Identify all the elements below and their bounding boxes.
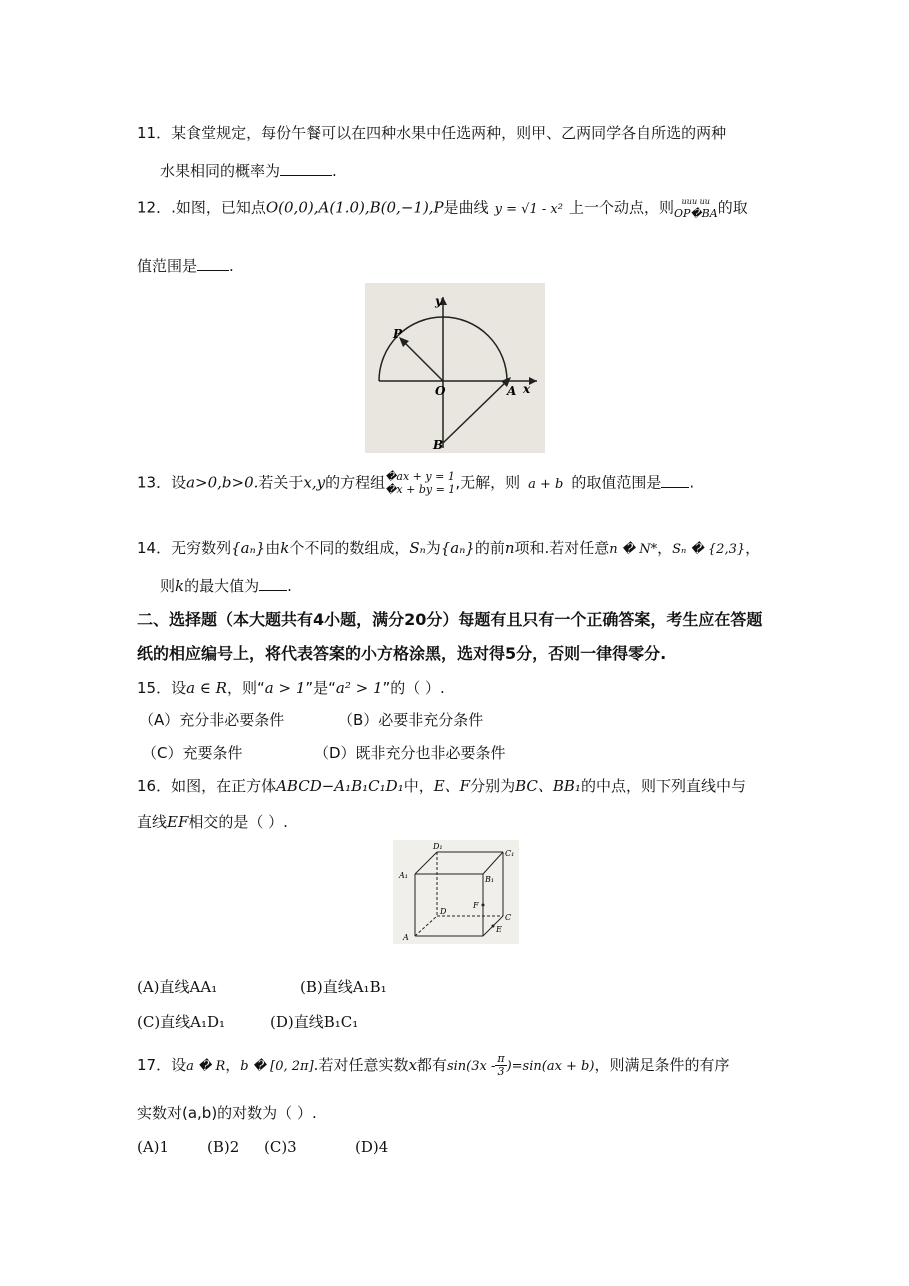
- q13-suffix: 的取值范围是: [571, 473, 662, 492]
- section2-line1: 二、选择题（本大题共有4小题，满分20分）每题有且只有一个正确答案，考生应在答题: [137, 610, 763, 629]
- q14-k: k: [280, 539, 290, 557]
- label-b1: B₁: [485, 875, 495, 884]
- q15-option-d: （D）既非充分也非必要条件: [314, 744, 506, 762]
- q14-comma: ，: [657, 539, 673, 557]
- q14-seq: {aₙ}: [231, 539, 266, 557]
- q12-vector-expr: [674, 196, 718, 220]
- q17-prefix: 17．设: [137, 1056, 187, 1074]
- q14-k2: k: [175, 577, 185, 595]
- q17-x: x: [408, 1056, 417, 1074]
- q13-comma: ,: [455, 473, 461, 492]
- q16-d: 的中点，则下列直线中与: [580, 777, 746, 795]
- point-e: [492, 925, 495, 928]
- q16-line2-b: 相交的是（ ）.: [188, 813, 288, 831]
- q14-line2: [160, 576, 292, 596]
- q13-answer-blank: [661, 473, 689, 488]
- q17-mid2: 都有: [416, 1056, 447, 1074]
- q14-end: .: [287, 577, 292, 595]
- q12-mid2: 上一个动点，则: [568, 198, 674, 217]
- q16-cube-figure: [393, 840, 519, 944]
- q17-fraction: [495, 1053, 506, 1078]
- q11-end: .: [332, 162, 337, 180]
- q17-option-b: (B)2: [207, 1138, 240, 1156]
- q14-nset: n � N*: [609, 542, 658, 557]
- q14-a: 14．无穷数列: [137, 539, 232, 557]
- q12-expr-top: uuu uu: [681, 197, 710, 206]
- q16-b: 中，: [403, 777, 434, 795]
- q14-c: 个不同的数组成，: [289, 539, 410, 557]
- q17-pi: π: [497, 1052, 505, 1065]
- q16-line2-a: 直线: [137, 813, 168, 831]
- q17-comma: ，: [225, 1056, 241, 1074]
- q14-b: 由: [265, 539, 281, 557]
- q16-ef: E、F: [433, 777, 471, 795]
- q15-mid: ，则“: [226, 679, 265, 697]
- q12-answer-blank: [197, 256, 229, 271]
- q17-lhs-b: )=sin(ax + b): [506, 1059, 595, 1074]
- q13-cond: a>0,b>0.: [186, 473, 259, 492]
- q16-c: 分别为: [470, 777, 516, 795]
- q17-mid: .若对任意实数: [313, 1056, 409, 1074]
- q14-line2-b: 的最大值为: [184, 577, 260, 595]
- q12-figure-bg: [365, 283, 545, 453]
- q12-prefix: 12．.如图，已知点: [137, 198, 266, 217]
- label-a: A: [403, 933, 409, 942]
- label-c: C: [505, 913, 512, 922]
- label-y: y: [435, 294, 442, 308]
- label-f: F: [473, 901, 479, 910]
- q12-expr-bot: OP�BA: [673, 207, 718, 220]
- q11-answer-blank: [280, 161, 332, 176]
- label-e: E: [496, 925, 502, 934]
- q16-option-d: (D)直线B₁C₁: [270, 1013, 359, 1031]
- q12-line1: [137, 196, 748, 220]
- q13-eq1: �ax + y = 1: [385, 470, 455, 483]
- q13-end: .: [689, 473, 695, 492]
- q15-cond: a ∈ R: [186, 679, 227, 697]
- q15-option-c: （C）充要条件: [142, 744, 243, 762]
- q14-comma2: ，: [745, 539, 761, 557]
- label-o: O: [435, 384, 446, 398]
- q13-vars: x,y: [303, 473, 326, 492]
- q16-line2: [137, 812, 288, 832]
- q17-option-a: (A)1: [137, 1138, 170, 1156]
- label-a1: A₁: [399, 871, 408, 880]
- q17-line2: 实数对(a,b)的对数为（ ）.: [137, 1104, 317, 1122]
- q12-end: .: [229, 257, 234, 275]
- q12-figure: [365, 283, 545, 453]
- q15-option-b: （B）必要非充分条件: [338, 711, 484, 729]
- q15-suffix: ”的（ ）.: [382, 679, 445, 697]
- q17-lhs-a: sin(3x -: [446, 1059, 496, 1074]
- q12-line2-text: 值范围是: [137, 257, 198, 275]
- q13-mid: 若关于: [258, 473, 304, 492]
- q11-text: 水果相同的概率为: [160, 162, 281, 180]
- q17-aset: a � R: [186, 1059, 226, 1074]
- q14-line1: [137, 538, 760, 560]
- q13-mid2: 的方程组: [325, 473, 386, 492]
- q14-answer-blank: [259, 576, 287, 591]
- q14-snset: Sₙ � {2,3}: [672, 542, 746, 557]
- q13-expr: a + b: [528, 476, 564, 492]
- q17-option-c: (C)3: [264, 1138, 297, 1156]
- q14-e: 的前: [474, 539, 505, 557]
- q11-line1: 11．某食堂规定，每份午餐可以在四种水果中任选两种，则甲、乙两同学各自所选的两种: [137, 124, 727, 142]
- q17-option-d: (D)4: [355, 1138, 389, 1156]
- q16-option-b: (B)直线A₁B₁: [300, 978, 387, 996]
- q15-mid2: ”是“: [305, 679, 336, 697]
- q12-curve: y = √1 - x²: [494, 201, 563, 217]
- q14-line2-a: 则: [160, 577, 176, 595]
- q16-cube: ABCD−A₁B₁C₁D₁: [276, 777, 404, 795]
- q17-suffix: ，则满足条件的有序: [594, 1056, 730, 1074]
- label-d1: D₁: [433, 842, 443, 851]
- label-p: P: [393, 327, 403, 341]
- q12-line2: [137, 256, 234, 276]
- q11-line2: [160, 161, 337, 181]
- q15-prefix: 15．设: [137, 679, 187, 697]
- q12-suffix: 的取: [717, 198, 748, 217]
- q13-eq2: �x + by = 1: [385, 483, 456, 496]
- q14-seq2: {aₙ}: [440, 539, 475, 557]
- label-a: A: [507, 384, 517, 398]
- q15-p: a > 1: [264, 679, 306, 697]
- point-f: [482, 904, 485, 907]
- q16-efline: EF: [167, 813, 189, 831]
- q13-prefix: 13．设: [137, 473, 187, 492]
- q14-n: n: [504, 539, 515, 557]
- q12-points: O(0,0),A(1.0),B(0,−1),P: [265, 198, 444, 217]
- q16-line1: [137, 776, 746, 796]
- q16-option-a: (A)直线AA₁: [137, 978, 218, 996]
- q16-a: 16．如图，在正方体: [137, 777, 277, 795]
- section2-line2: 纸的相应编号上，将代表答案的小方格涂黑，选对得5分，否则一律得零分.: [137, 644, 667, 663]
- q17-three: 3: [497, 1065, 505, 1078]
- q15-option-a: （A）充分非必要条件: [139, 711, 285, 729]
- q13-line: [137, 470, 694, 496]
- q13-mid3: 无解，则: [460, 473, 521, 492]
- q17-line1: [137, 1053, 729, 1078]
- q14-d: 为: [425, 539, 441, 557]
- q16-bc: BC、BB₁: [515, 777, 581, 795]
- label-b: B: [433, 438, 444, 452]
- label-c1: C₁: [505, 849, 515, 858]
- q15-q: a² > 1: [335, 679, 383, 697]
- q16-option-c: (C)直线A₁D₁: [137, 1013, 226, 1031]
- q12-mid: 是曲线: [443, 198, 489, 217]
- label-d: D: [440, 907, 447, 916]
- q15-line: [137, 678, 445, 698]
- label-x: x: [523, 382, 531, 396]
- q17-bset: b � [0, 2π]: [240, 1059, 314, 1074]
- q14-sn: Sₙ: [409, 539, 426, 557]
- q14-f: 项和.若对任意: [514, 539, 610, 557]
- q13-system: [385, 470, 455, 496]
